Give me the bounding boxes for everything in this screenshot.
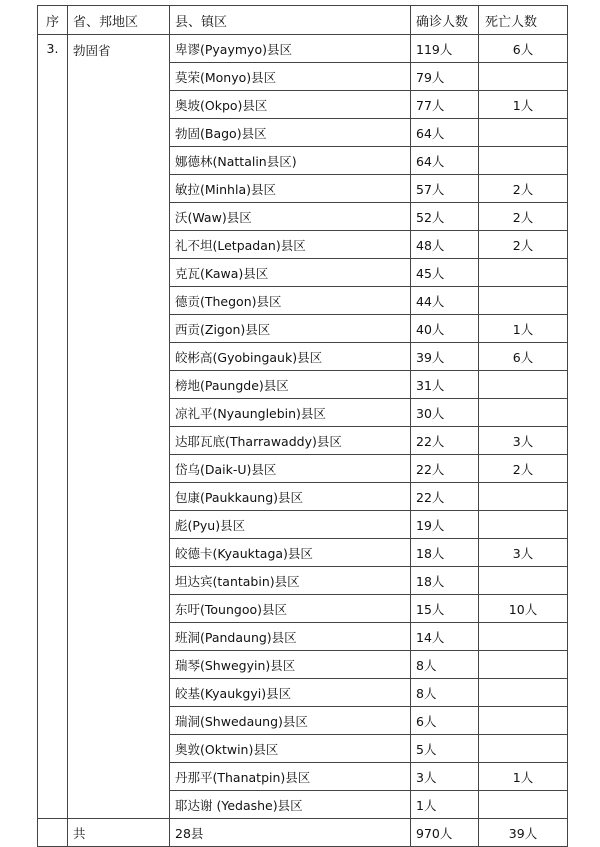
confirmed-cell: 48人 — [411, 231, 479, 259]
header-seq: 序 — [38, 6, 68, 35]
county-cell: 皎基(Kyaukgyi)县区 — [170, 679, 411, 707]
deaths-cell: 2人 — [479, 203, 568, 231]
county-cell: 坦达宾(tantabin)县区 — [170, 567, 411, 595]
confirmed-cell: 57人 — [411, 175, 479, 203]
deaths-cell — [479, 259, 568, 287]
deaths-cell — [479, 735, 568, 763]
deaths-cell — [479, 483, 568, 511]
table-row — [38, 35, 568, 63]
county-cell: 东吁(Toungoo)县区 — [170, 595, 411, 623]
deaths-cell: 3人 — [479, 539, 568, 567]
total-confirmed: 970人 — [411, 819, 479, 847]
deaths-cell: 3人 — [479, 427, 568, 455]
county-cell: 勃固(Bago)县区 — [170, 119, 411, 147]
deaths-cell — [479, 651, 568, 679]
row-seq: 3. — [38, 35, 68, 819]
county-cell: 达耶瓦底(Tharrawaddy)县区 — [170, 427, 411, 455]
county-cell: 克瓦(Kawa)县区 — [170, 259, 411, 287]
total-seq — [38, 819, 68, 847]
header-confirmed: 确诊人数 — [411, 6, 479, 35]
confirmed-cell: 64人 — [411, 147, 479, 175]
deaths-cell — [479, 371, 568, 399]
deaths-cell — [479, 791, 568, 819]
county-cell: 包康(Paukkaung)县区 — [170, 483, 411, 511]
confirmed-cell: 44人 — [411, 287, 479, 315]
confirmed-cell: 30人 — [411, 399, 479, 427]
confirmed-cell: 18人 — [411, 539, 479, 567]
deaths-cell — [479, 399, 568, 427]
county-cell: 皎德卡(Kyauktaga)县区 — [170, 539, 411, 567]
deaths-cell: 1人 — [479, 315, 568, 343]
confirmed-cell: 22人 — [411, 455, 479, 483]
deaths-cell: 2人 — [479, 231, 568, 259]
county-cell: 瑞洞(Shwedaung)县区 — [170, 707, 411, 735]
deaths-cell: 6人 — [479, 35, 568, 63]
confirmed-cell: 18人 — [411, 567, 479, 595]
county-cell: 瑞琴(Shwegyin)县区 — [170, 651, 411, 679]
row-province: 勃固省 — [68, 35, 170, 819]
county-cell: 沃(Waw)县区 — [170, 203, 411, 231]
deaths-cell — [479, 147, 568, 175]
county-cell: 岱乌(Daik-U)县区 — [170, 455, 411, 483]
deaths-cell: 2人 — [479, 455, 568, 483]
county-cell: 榜地(Paungde)县区 — [170, 371, 411, 399]
deaths-cell — [479, 511, 568, 539]
confirmed-cell: 19人 — [411, 511, 479, 539]
total-row — [38, 819, 568, 847]
header-county: 县、镇区 — [170, 6, 411, 35]
confirmed-cell: 64人 — [411, 119, 479, 147]
deaths-cell: 2人 — [479, 175, 568, 203]
deaths-cell — [479, 63, 568, 91]
header-row — [38, 6, 568, 35]
confirmed-cell: 45人 — [411, 259, 479, 287]
cases-table — [37, 5, 568, 847]
confirmed-cell: 22人 — [411, 427, 479, 455]
confirmed-cell: 77人 — [411, 91, 479, 119]
deaths-cell: 10人 — [479, 595, 568, 623]
county-cell: 礼不坦(Letpadan)县区 — [170, 231, 411, 259]
total-deaths: 39人 — [479, 819, 568, 847]
county-cell: 班洞(Pandaung)县区 — [170, 623, 411, 651]
county-cell: 奥坡(Okpo)县区 — [170, 91, 411, 119]
header-province: 省、邦地区 — [68, 6, 170, 35]
county-cell: 德贡(Thegon)县区 — [170, 287, 411, 315]
county-cell: 娜德林(Nattalin县区) — [170, 147, 411, 175]
confirmed-cell: 5人 — [411, 735, 479, 763]
county-cell: 彪(Pyu)县区 — [170, 511, 411, 539]
deaths-cell — [479, 287, 568, 315]
deaths-cell — [479, 623, 568, 651]
county-cell: 耶达谢 (Yedashe)县区 — [170, 791, 411, 819]
confirmed-cell: 15人 — [411, 595, 479, 623]
confirmed-cell: 22人 — [411, 483, 479, 511]
deaths-cell: 6人 — [479, 343, 568, 371]
header-deaths: 死亡人数 — [479, 6, 568, 35]
confirmed-cell: 6人 — [411, 707, 479, 735]
confirmed-cell: 31人 — [411, 371, 479, 399]
confirmed-cell: 14人 — [411, 623, 479, 651]
total-county: 28县 — [170, 819, 411, 847]
county-cell: 凉礼平(Nyaunglebin)县区 — [170, 399, 411, 427]
confirmed-cell: 39人 — [411, 343, 479, 371]
confirmed-cell: 119人 — [411, 35, 479, 63]
confirmed-cell: 79人 — [411, 63, 479, 91]
confirmed-cell: 8人 — [411, 679, 479, 707]
deaths-cell: 1人 — [479, 91, 568, 119]
deaths-cell — [479, 707, 568, 735]
county-cell: 莫荣(Monyo)县区 — [170, 63, 411, 91]
deaths-cell — [479, 679, 568, 707]
county-cell: 敏拉(Minhla)县区 — [170, 175, 411, 203]
confirmed-cell: 52人 — [411, 203, 479, 231]
deaths-cell — [479, 119, 568, 147]
deaths-cell — [479, 567, 568, 595]
confirmed-cell: 1人 — [411, 791, 479, 819]
confirmed-cell: 3人 — [411, 763, 479, 791]
total-label: 共 — [68, 819, 170, 847]
county-cell: 奥敦(Oktwin)县区 — [170, 735, 411, 763]
confirmed-cell: 40人 — [411, 315, 479, 343]
county-cell: 卑谬(Pyaymyo)县区 — [170, 35, 411, 63]
county-cell: 西贡(Zigon)县区 — [170, 315, 411, 343]
county-cell: 皎彬高(Gyobingauk)县区 — [170, 343, 411, 371]
deaths-cell: 1人 — [479, 763, 568, 791]
confirmed-cell: 8人 — [411, 651, 479, 679]
county-cell: 丹那平(Thanatpin)县区 — [170, 763, 411, 791]
